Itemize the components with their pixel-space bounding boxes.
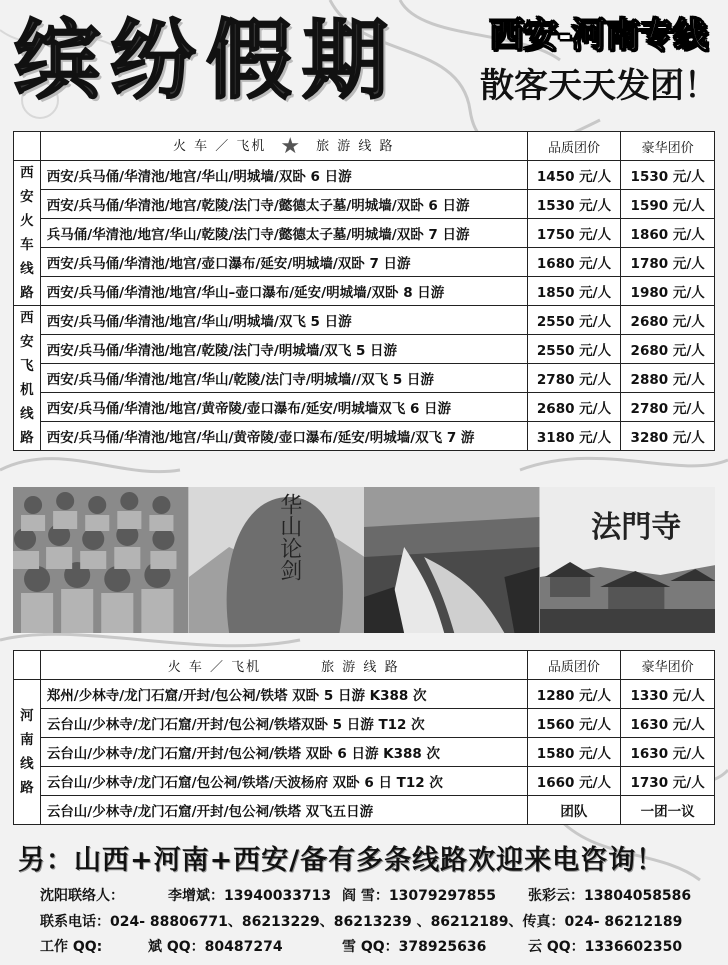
contact-line-2 (40, 911, 720, 931)
qq-bin: 斌 QQ：80487274 (148, 939, 283, 955)
table-header-row (14, 651, 715, 680)
route-cell: 西安/兵马俑/华清池/地宫/华山/明城墙/双卧 6 日游 (40, 161, 527, 190)
quality-price-cell: 1850 元/人 (527, 277, 621, 306)
table-row (14, 796, 715, 825)
contact-phones: 联系电话：024- 88806771、86213229、86213239 、86212189、传真：024- 86212189 (40, 914, 683, 930)
luxury-price-cell: 2780 元/人 (621, 393, 715, 422)
route-cell: 西安/兵马俑/华清池/地宫/壶口瀑布/延安/明城墙/双卧 7 日游 (40, 248, 527, 277)
header-route: 旅 游 线 路 (316, 138, 395, 154)
table-row (14, 767, 715, 796)
henan-routes-table (13, 650, 715, 825)
table-header-corner (14, 651, 41, 680)
main-title: 缤纷假期 (14, 11, 398, 111)
luxury-price-cell: 1590 元/人 (621, 190, 715, 219)
route-cell: 西安/兵马俑/华清池/地宫/乾陵/法门寺/明城墙/双飞 5 日游 (40, 335, 527, 364)
route-cell: 云台山/少林寺/龙门石窟/开封/包公祠/铁塔双卧 5 日游 T12 次 (40, 709, 527, 738)
quality-price-cell: 1580 元/人 (527, 738, 621, 767)
route-group-label: 西 安 飞 机 线 路 (14, 306, 41, 451)
route-cell: 云台山/少林寺/龙门石窟/开封/包公祠/铁塔 双飞五日游 (40, 796, 527, 825)
contact-li: 李增斌：13940033713 (168, 888, 332, 904)
luxury-price-cell: 2680 元/人 (621, 335, 715, 364)
route-cell: 云台山/少林寺/龙门石窟/包公祠/铁塔/天波杨府 双卧 6 日 T12 次 (40, 767, 527, 796)
henan-table-body (14, 680, 715, 825)
quality-price-cell: 1680 元/人 (527, 248, 621, 277)
contact-yan: 阎 雪：13079297855 (342, 888, 497, 904)
header-luxury-price: 豪华团价 (621, 132, 715, 161)
route-group-label: 西 安 火 车 线 路 (14, 161, 41, 306)
quality-price-cell: 1560 元/人 (527, 709, 621, 738)
quality-price-cell: 1660 元/人 (527, 767, 621, 796)
famen-temple-photo (540, 487, 716, 633)
table-header-corner (14, 132, 41, 161)
luxury-price-cell: 一团一议 (621, 796, 715, 825)
luxury-price-cell: 2680 元/人 (621, 306, 715, 335)
route-cell: 西安/兵马俑/华清池/地宫/华山/黄帝陵/壶口瀑布/延安/明城墙/双飞 7 游 (40, 422, 527, 451)
xian-table-body (14, 161, 715, 451)
subtitle-slogan: 散客天天发团！ (480, 66, 718, 106)
luxury-price-cell: 1980 元/人 (621, 277, 715, 306)
contact-line-1 (40, 885, 720, 905)
photo-strip (13, 487, 715, 633)
huashan-stone-photo (189, 487, 365, 633)
quality-price-cell: 1450 元/人 (527, 161, 621, 190)
hukou-waterfall-photo (364, 487, 540, 633)
route-cell: 西安/兵马俑/华清池/地宫/乾陵/法门寺/懿德太子墓/明城墙/双卧 6 日游 (40, 190, 527, 219)
quality-price-cell: 2680 元/人 (527, 393, 621, 422)
luxury-price-cell: 1630 元/人 (621, 709, 715, 738)
contact-line-3 (40, 936, 720, 956)
table-row (14, 335, 715, 364)
table-header-route (40, 651, 527, 680)
luxury-price-cell: 1330 元/人 (621, 680, 715, 709)
route-group-label: 河 南 线 路 (14, 680, 41, 825)
quality-price-cell: 2550 元/人 (527, 335, 621, 364)
table-row (14, 680, 715, 709)
promo-line: 另：山西+河南+西安/备有多条线路欢迎来电咨询！ (18, 845, 665, 876)
table-row (14, 364, 715, 393)
terracotta-warriors-photo (13, 487, 189, 633)
table-row (14, 422, 715, 451)
table-row (14, 306, 715, 335)
table-header-row (14, 132, 715, 161)
quality-price-cell: 2550 元/人 (527, 306, 621, 335)
famen-sign-text: 法門寺 (590, 510, 681, 545)
luxury-price-cell: 1860 元/人 (621, 219, 715, 248)
qq-yun: 云 QQ：1336602350 (528, 939, 683, 955)
route-cell: 兵马俑/华清池/地宫/华山/乾陵/法门寺/懿德太子墓/明城墙/双卧 7 日游 (40, 219, 527, 248)
route-cell: 西安/兵马俑/华清池/地宫/华山–壶口瀑布/延安/明城墙/双卧 8 日游 (40, 277, 527, 306)
quality-price-cell: 3180 元/人 (527, 422, 621, 451)
luxury-price-cell: 2880 元/人 (621, 364, 715, 393)
header-luxury-price: 豪华团价 (621, 651, 715, 680)
table-row (14, 709, 715, 738)
xian-routes-table (13, 131, 715, 451)
header-quality-price: 品质团价 (527, 651, 621, 680)
luxury-price-cell: 3280 元/人 (621, 422, 715, 451)
quality-price-cell: 1530 元/人 (527, 190, 621, 219)
table-row (14, 161, 715, 190)
quality-price-cell: 团队 (527, 796, 621, 825)
header-transport: 火 车 ／ 飞机 (172, 138, 267, 154)
table-row (14, 248, 715, 277)
table-header-route (40, 132, 527, 161)
quality-price-cell: 1280 元/人 (527, 680, 621, 709)
route-cell: 西安/兵马俑/华清池/地宫/华山/乾陵/法门寺/明城墙//双飞 5 日游 (40, 364, 527, 393)
contact-label: 沈阳联络人： (40, 888, 124, 904)
route-cell: 西安/兵马俑/华清池/地宫/华山/明城墙/双飞 5 日游 (40, 306, 527, 335)
huashan-inscription: 华山论剑 (276, 493, 302, 581)
qq-xue: 雪 QQ：378925636 (342, 939, 487, 955)
table-row (14, 219, 715, 248)
star-icon: ★ (280, 133, 303, 159)
header-quality-price: 品质团价 (527, 132, 621, 161)
quality-price-cell: 1750 元/人 (527, 219, 621, 248)
qq-label: 工作 QQ: (40, 939, 103, 955)
header-transport: 火 车 ／ 飞机 (167, 659, 262, 675)
table-row (14, 190, 715, 219)
route-cell: 西安/兵马俑/华清池/地宫/黄帝陵/壶口瀑布/延安/明城墙双飞 6 日游 (40, 393, 527, 422)
quality-price-cell: 2780 元/人 (527, 364, 621, 393)
table-row (14, 393, 715, 422)
luxury-price-cell: 1730 元/人 (621, 767, 715, 796)
table-row (14, 738, 715, 767)
header-route: 旅 游 线 路 (321, 659, 400, 675)
route-cell: 云台山/少林寺/龙门石窟/开封/包公祠/铁塔 双卧 6 日游 K388 次 (40, 738, 527, 767)
subtitle-route: 西安-河南专线 (489, 16, 709, 56)
luxury-price-cell: 1530 元/人 (621, 161, 715, 190)
luxury-price-cell: 1780 元/人 (621, 248, 715, 277)
contact-zhang: 张彩云：13804058586 (528, 888, 692, 904)
luxury-price-cell: 1630 元/人 (621, 738, 715, 767)
table-row (14, 277, 715, 306)
route-cell: 郑州/少林寺/龙门石窟/开封/包公祠/铁塔 双卧 5 日游 K388 次 (40, 680, 527, 709)
